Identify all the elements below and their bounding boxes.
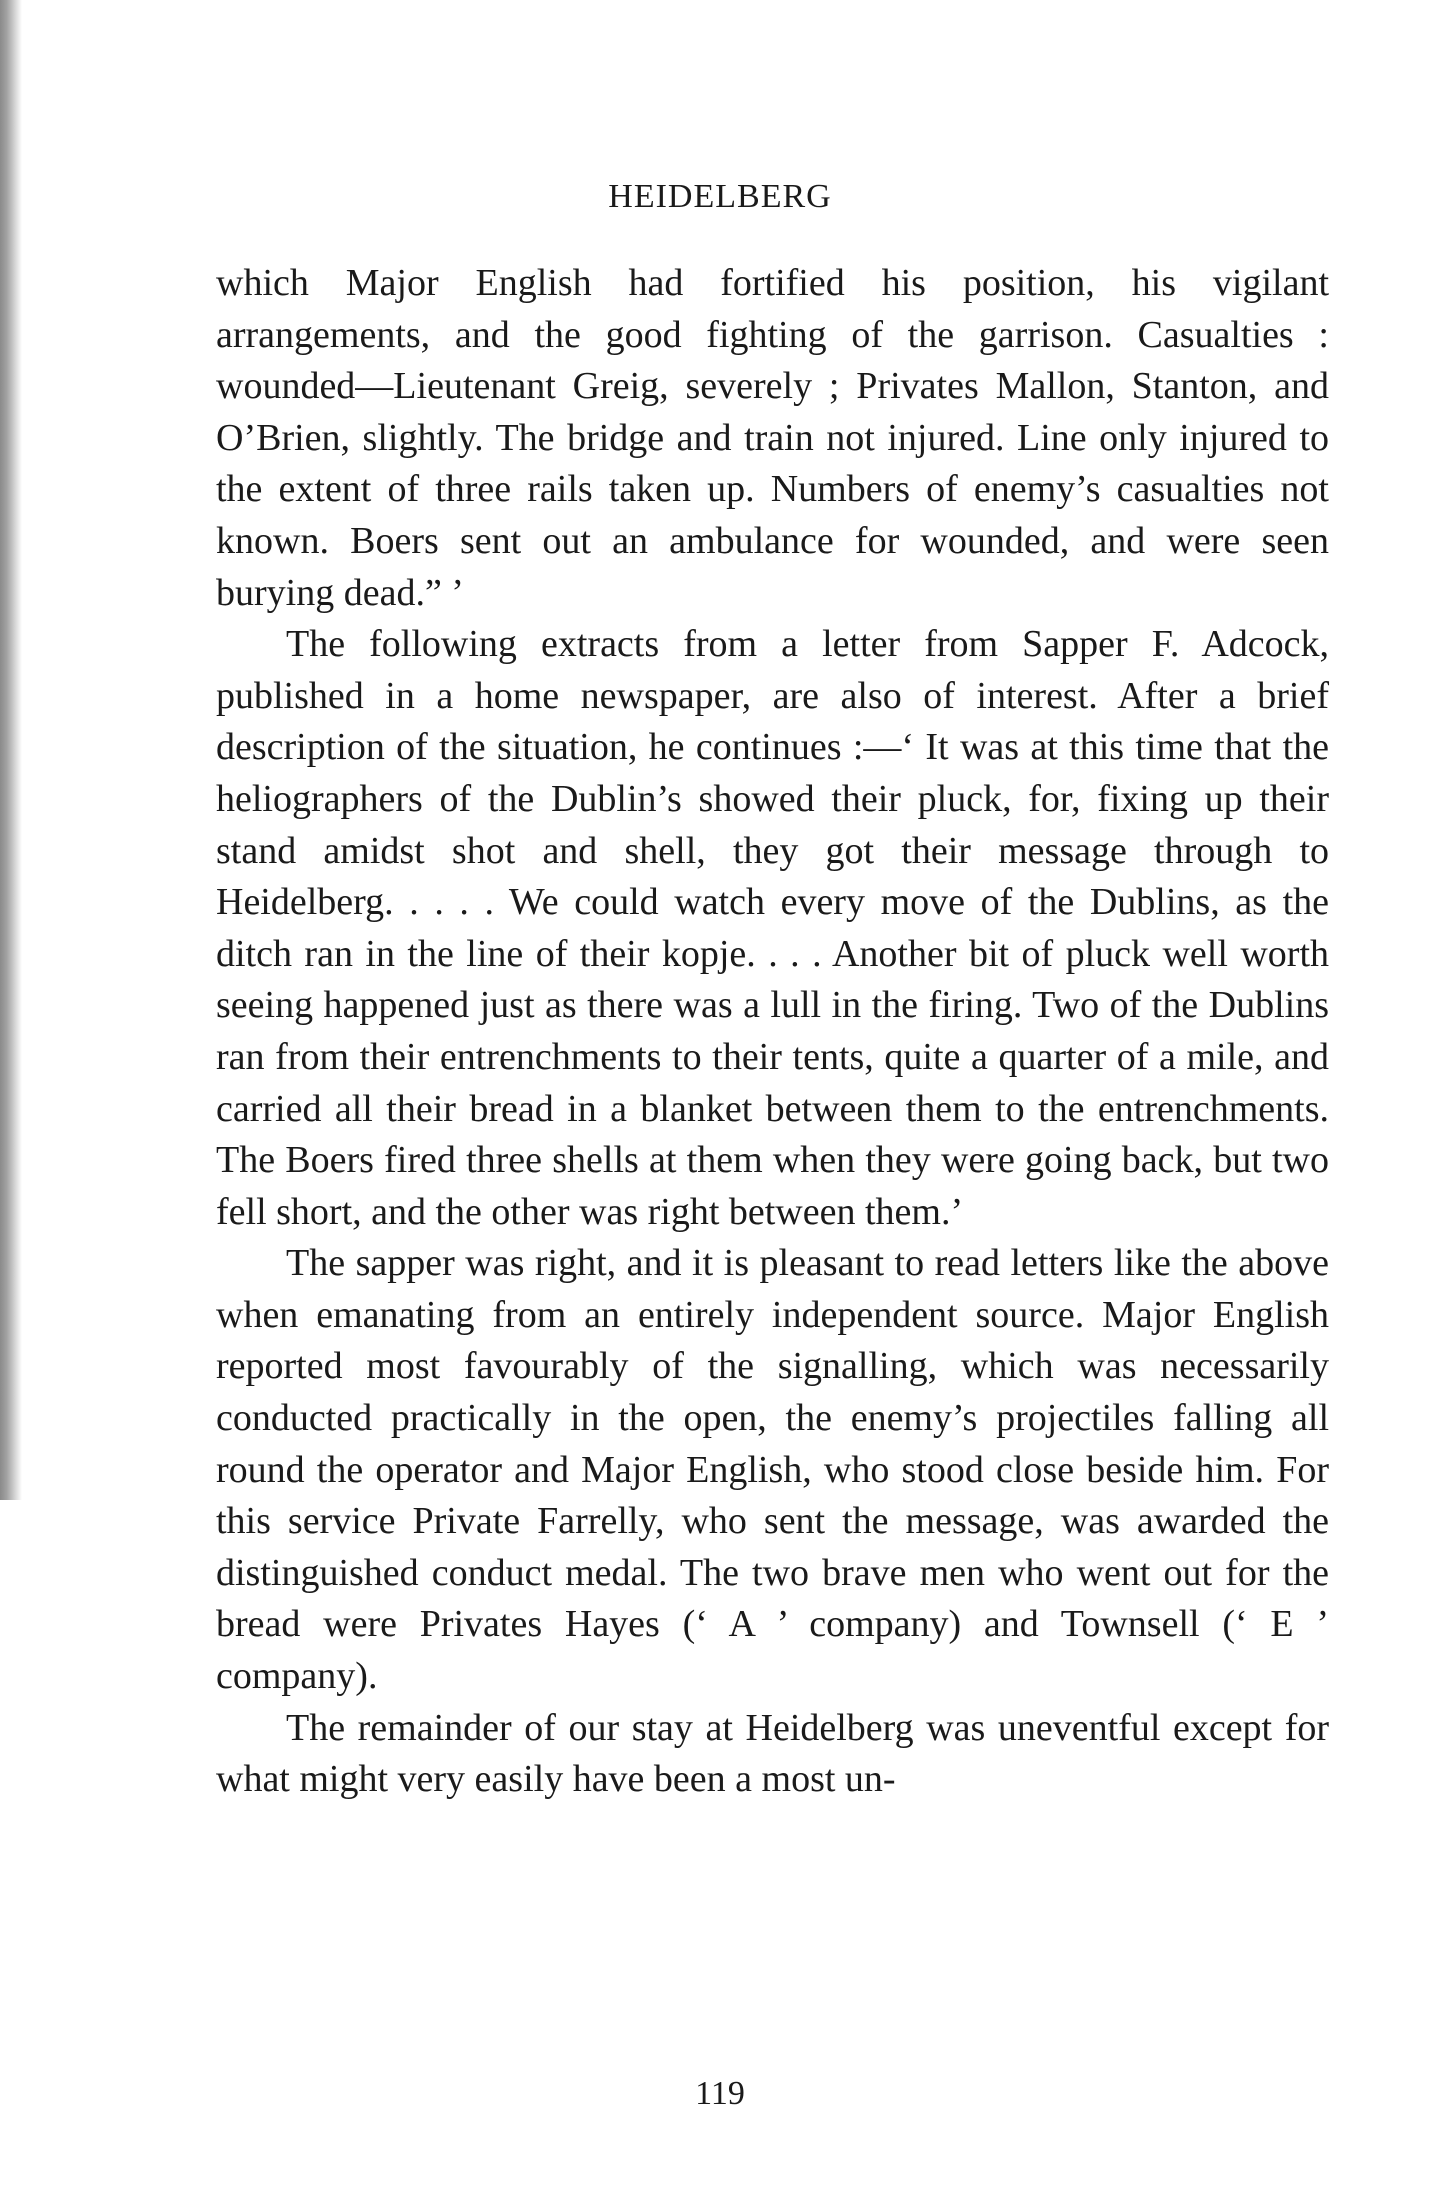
- paragraph-remainder: The remainder of our stay at Heidelberg was uneventful except for what might very easily have been a most un-: [216, 1706, 1329, 1801]
- paragraph-continuation: which Major English had fortified his position, his vigilant arrangements, and the good fighting of the garrison. Casualties : wounded—Lieutenant Greig, severely ; Privates Mallon, Stanton, and O’Brien, slightly. The bridge and train not injured. Line only injured to the extent of three rails taken up. Numbers of enemy’s casualties not known. Boers sent out an ambulance for wounded, and were seen burying dead.” ’: [216, 262, 1329, 614]
- running-head-title: HEIDELBERG: [608, 178, 832, 215]
- page-binding-edge: [0, 0, 22, 1500]
- paragraph-sapper-letter: The following extracts from a letter from Sapper F. Adcock, published in a home newspaper, are also of interest. After a brief description of the situation, he continues :—‘ It was at this time that the heliographers of the Dublin’s showed their pluck, for, fixing up their stand amidst shot and shell, they got their message through to Heidelberg. . . . . We could watch every move of the Dublins, as the ditch ran in the line of their kopje. . . . Another bit of pluck well worth seeing happened just as there was a lull in the firing. Two of the Dublins ran from their entrenchments to their tents, quite a quarter of a mile, and carried all their bread in a blanket between them to the entrenchments. The Boers fired three shells at them when they were going back, but two fell short, and the other was right between them.’: [216, 623, 1329, 1233]
- paragraph-signalling-report: The sapper was right, and it is pleasant to read letters like the above when emanating from an entirely independent source. Major English reported most favourably of the signalling, which was necessarily conducted practically in the open, the enemy’s projectiles falling all round the operator and Major English, who stood close beside him. For this service Private Farrelly, who sent the message, was awarded the distinguished conduct medal. The two brave men who went out for the bread were Privates Hayes (‘ A ’ company) and Townsell (‘ E ’ company).: [216, 1242, 1329, 1698]
- body-text: [216, 258, 1329, 1806]
- page-number: 119: [695, 2075, 745, 2112]
